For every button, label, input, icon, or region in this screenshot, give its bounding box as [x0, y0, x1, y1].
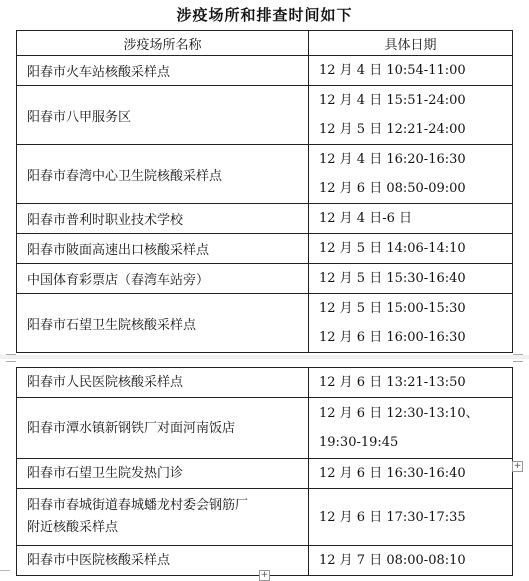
date-cell: [309, 204, 513, 234]
place-line: 阳春市人民医院核酸采样点: [27, 375, 184, 390]
date-line: 19:30-19:45: [319, 435, 399, 450]
date-line: 12 月 5 日 14:06-14:10: [319, 241, 466, 256]
table-add-handle[interactable]: +: [260, 570, 269, 580]
page-gap: [0, 355, 529, 359]
place-cell: [17, 489, 309, 546]
place-cell: 阳春市陂面高速出口核酸采样点: [17, 234, 309, 264]
table-row: [17, 204, 513, 234]
venue-table-page-2: [16, 367, 513, 576]
place-cell: 阳春市火车站核酸采样点: [17, 56, 309, 86]
header-place-cell: 涉疫场所名称: [17, 31, 309, 56]
page-break-separator: [0, 352, 529, 362]
date-cell: [309, 459, 513, 489]
place-cell: [17, 459, 309, 489]
date-line: 12 月 6 日 13:21-13:50: [319, 375, 466, 390]
table-row: [17, 145, 513, 204]
place-cell: 中国体育彩票店（春湾车站旁）: [17, 264, 309, 294]
table-header-row: [17, 31, 513, 56]
date-cell: [309, 86, 513, 145]
date-cell: [309, 145, 513, 204]
date-line: 12 月 5 日 15:30-16:40: [319, 271, 466, 286]
table-row: [17, 368, 513, 398]
place-line: 阳春市石望卫生院发热门诊: [27, 466, 184, 481]
table-row: [17, 459, 513, 489]
header-date-cell: 具体日期: [309, 31, 513, 56]
place-line: 阳春市潭水镇新钢铁厂对面河南饭店: [27, 420, 236, 436]
place-line: 阳春市中医院核酸采样点: [27, 553, 171, 568]
date-cell: [309, 489, 513, 546]
table-row: [17, 398, 513, 459]
date-cell: [309, 546, 513, 576]
page-corner-mark: [6, 354, 16, 362]
place-line: 附近核酸采样点: [27, 520, 119, 535]
date-line: 12 月 6 日 08:50-09:00: [319, 181, 466, 196]
date-line: 12 月 7 日 08:00-08:10: [319, 553, 466, 568]
date-cell: [309, 368, 513, 398]
venue-table-page-1: [16, 30, 513, 353]
date-cell: [309, 398, 513, 459]
table-row: [17, 56, 513, 86]
table-row: [17, 264, 513, 294]
date-line: 12 月 6 日 17:30-17:35: [319, 509, 466, 525]
table-row-add-handle[interactable]: +: [513, 461, 522, 471]
date-line: 12 月 6 日 16:00-16:30: [319, 330, 466, 345]
date-line: 12 月 4 日 10:54-11:00: [319, 63, 466, 78]
place-cell: [17, 368, 309, 398]
date-cell: [309, 56, 513, 86]
place-cell: [17, 398, 309, 459]
date-line: 12 月 5 日 15:00-15:30: [319, 301, 466, 316]
table-row: [17, 86, 513, 145]
date-cell: [309, 294, 513, 353]
date-line: 12 月 4 日 15:51-24:00: [319, 93, 466, 108]
place-line: 阳春市春城街道春城蟠龙村委会钢筋厂: [27, 498, 249, 513]
place-cell: 阳春市石望卫生院核酸采样点: [17, 294, 309, 353]
date-cell: [309, 234, 513, 264]
table-row: [17, 294, 513, 353]
page-title: 涉疫场所和排查时间如下: [176, 6, 353, 24]
date-cell: [309, 264, 513, 294]
date-line: 12 月 6 日 12:30-13:10、: [319, 406, 479, 421]
date-line: 12 月 5 日 12:21-24:00: [319, 122, 466, 137]
date-line: 12 月 6 日 16:30-16:40: [319, 466, 466, 481]
page-corner-mark: [513, 354, 523, 362]
place-cell: 阳春市普利时职业技术学校: [17, 204, 309, 234]
place-cell: 阳春市春湾中心卫生院核酸采样点: [17, 145, 309, 204]
table-row: [17, 234, 513, 264]
date-line: 12 月 4 日 16:20-16:30: [319, 152, 466, 167]
place-cell: 阳春市八甲服务区: [17, 86, 309, 145]
table-row: [17, 489, 513, 546]
date-line: 12 月 4 日-6 日: [319, 211, 413, 226]
